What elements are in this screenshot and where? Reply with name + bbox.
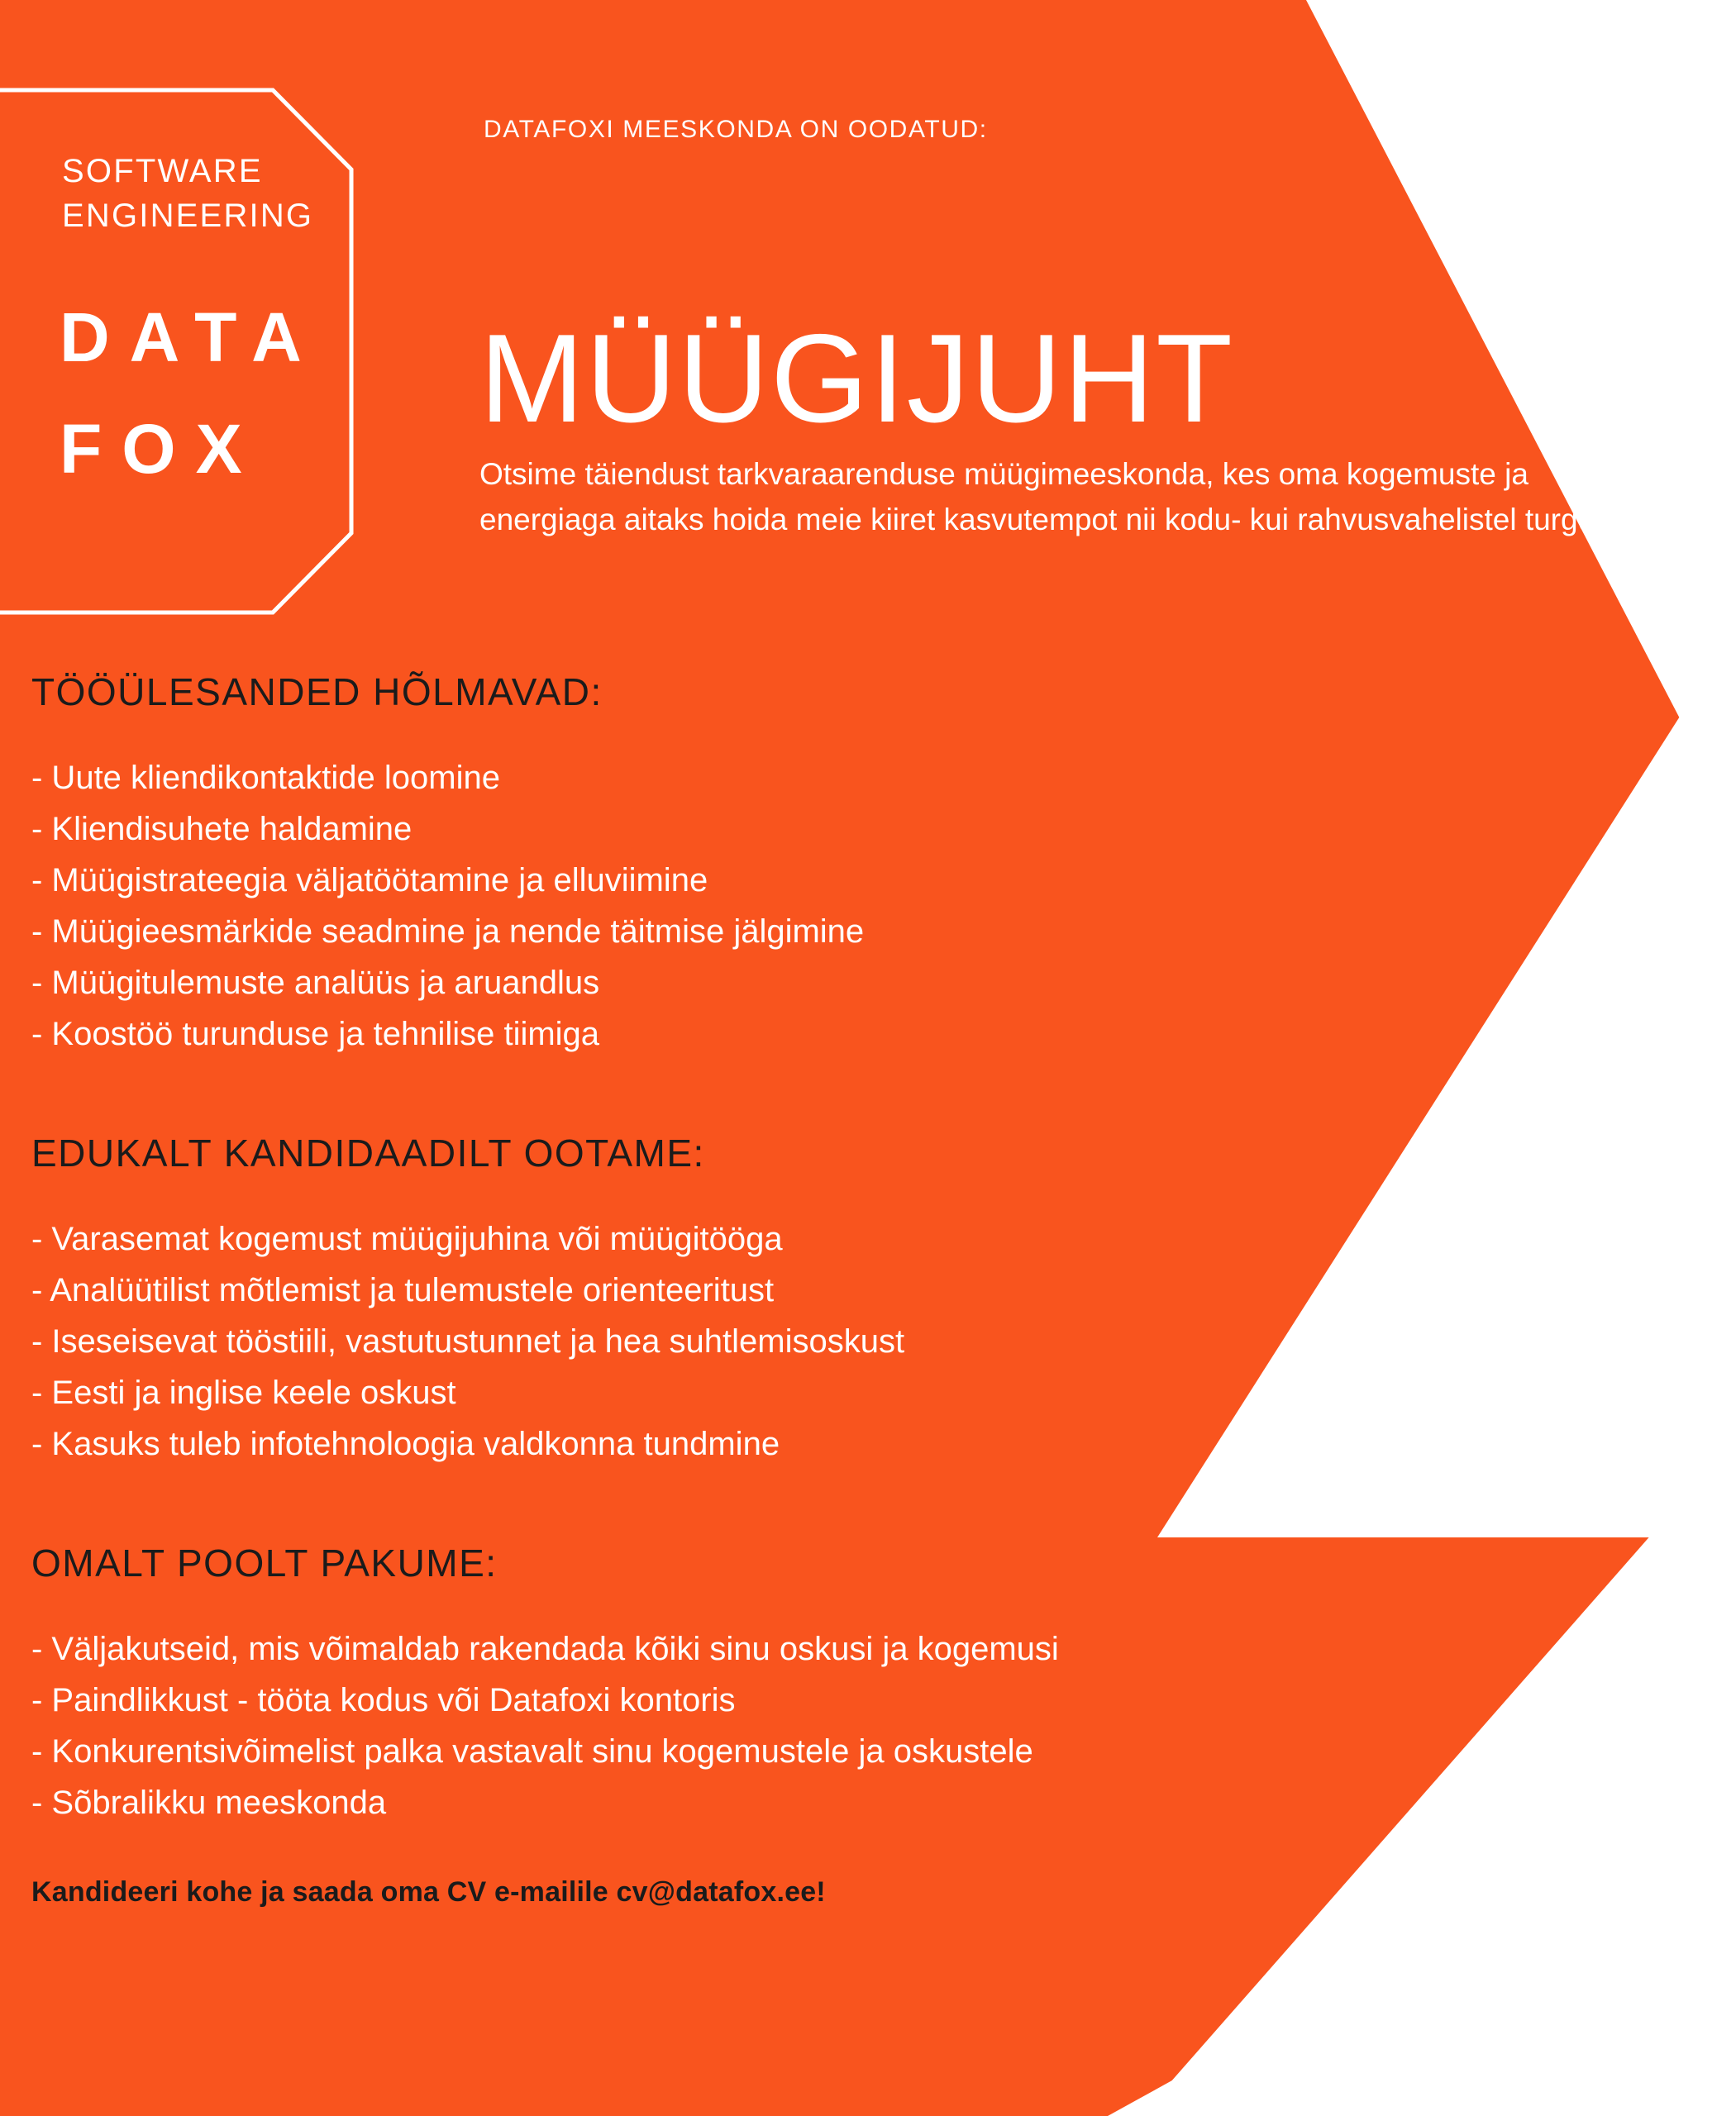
list-item: - Eesti ja inglise keele oskust	[31, 1375, 456, 1411]
section-offer	[31, 1541, 1569, 1828]
list-item: - Müügieesmärkide seadmine ja nende täitmise jälgimine	[31, 913, 865, 950]
list-item: - Uute kliendikontaktide loomine	[31, 760, 500, 796]
list-item: - Kasuks tuleb infotehnoloogia valdkonna tundmine	[31, 1426, 780, 1462]
logo-kicker	[62, 149, 313, 238]
section-expectations-heading: EDUKALT KANDIDAADILT OOTAME:	[31, 1132, 705, 1175]
list-item: - Sõbralikku meeskonda	[31, 1785, 387, 1821]
section-expectations	[31, 1131, 1569, 1470]
list-item: - Kliendisuhete haldamine	[31, 811, 413, 847]
logo-kicker-line-1: SOFTWARE	[62, 153, 263, 189]
list-item: - Müügistrateegia väljatöötamine ja elluviimine	[31, 862, 708, 898]
logo-wordmark-fox: FOX	[60, 410, 262, 488]
logo-kicker-line-2: ENGINEERING	[62, 198, 314, 234]
list-item: - Iseseisevat tööstiili, vastutustunnet ja hea suhtlemisoskust	[31, 1323, 905, 1360]
section-tasks-list	[31, 752, 1569, 1060]
list-item: - Väljakutseid, mis võimaldab rakendada kõiki sinu oskusi ja kogemusi	[31, 1631, 1059, 1667]
list-item: - Konkurentsivõimelist palka vastavalt sinu kogemustele ja oskustele	[31, 1733, 1033, 1770]
section-tasks	[31, 670, 1569, 1060]
section-tasks-heading: TÖÖÜLESANDED HÕLMAVAD:	[31, 670, 603, 713]
logo-wordmark-data: DATA	[60, 298, 322, 376]
list-item: - Müügitulemuste analüüs ja aruandlus	[31, 965, 600, 1001]
section-offer-heading: OMALT POOLT PAKUME:	[31, 1542, 498, 1585]
page-title: MÜÜGIJUHT	[479, 307, 1235, 449]
section-expectations-list	[31, 1213, 1569, 1470]
header-intro: Otsime täiendust tarkvaraarenduse müügimeeskonda, kes oma kogemuste ja energiaga aitaks hoida meie kiiret kasvutempot nii kodu- kui rahvusvahelistel turgudel.	[479, 457, 1644, 536]
section-offer-list	[31, 1623, 1569, 1828]
list-item: - Paindlikkust - tööta kodus või Datafoxi kontoris	[31, 1682, 736, 1718]
apply-cta: Kandideeri kohe ja saada oma CV e-mailile cv@datafox.ee!	[31, 1876, 826, 1908]
content-sections	[31, 670, 1569, 1899]
logo-badge	[0, 87, 355, 616]
header-eyebrow: DATAFOXI MEESKONDA ON OODATUD:	[484, 116, 988, 143]
list-item: - Varasemat kogemust müügijuhina või müügitööga	[31, 1221, 783, 1257]
list-item: - Analüütilist mõtlemist ja tulemustele orienteeritust	[31, 1272, 775, 1308]
list-item: - Koostöö turunduse ja tehnilise tiimiga	[31, 1016, 600, 1052]
